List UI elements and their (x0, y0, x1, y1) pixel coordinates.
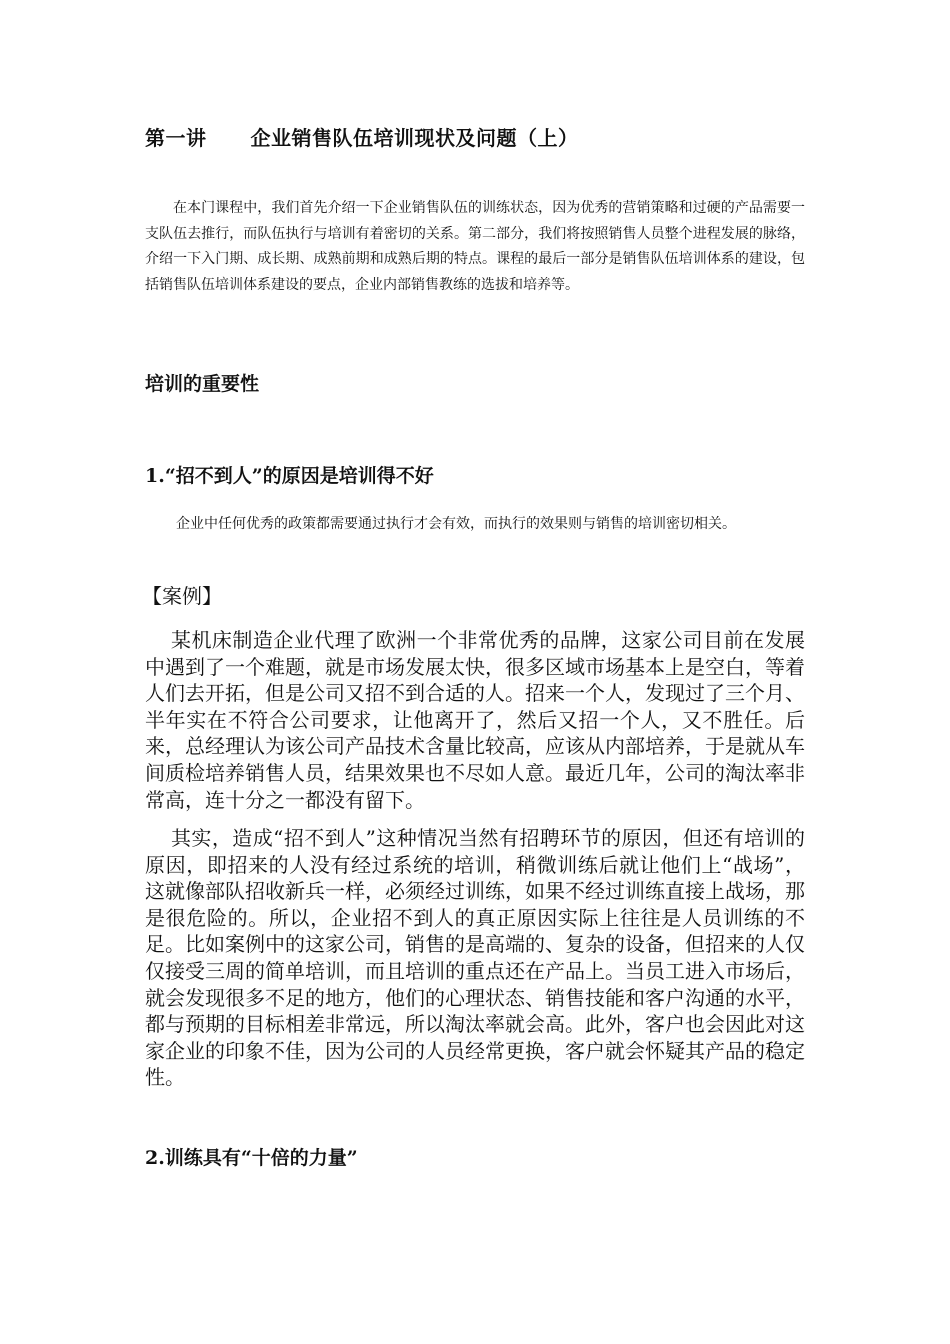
policy-paragraph: 企业中任何优秀的政策都需要通过执行才会有效，而执行的效果则与销售的培训密切相关。 (176, 516, 736, 532)
case-paragraph-1: 某机床制造企业代理了欧洲一个非常优秀的品牌，这家公司目前在发展中遇到了一个难题，就是市场发展太快，很多区域市场基本上是空白，等着人们去开拓，但是公司又招不到合适的人。招来一个人，发现过了三个月、半年实在不符合公司要求，让他离开了，然后又招一个人，又不胜任。后来，总经理认为该公司产品技术含量比较高，应该从内部培养，于是就从车间质检培养销售人员，结果效果也不尽如人意。最近几年，公司的淘汰率非常高，连十分之一都没有留下。 (145, 628, 805, 812)
subheading-2: 2.训练具有“十倍的力量” (145, 1147, 358, 1169)
subheading-1: 1.“招不到人”的原因是培训得不好 (145, 465, 434, 487)
lecture-title: 企业销售队伍培训现状及问题（上） (250, 126, 579, 150)
section-heading-importance: 培训的重要性 (145, 373, 260, 395)
lecture-number: 第一讲 (145, 126, 207, 150)
case-paragraph-2: 其实，造成“招不到人”这种情况当然有招聘环节的原因，但还有培训的原因，即招来的人没有经过系统的培训，稍微训练后就让他们上“战场”，这就像部队招收新兵一样，必须经过训练，如果不经过训练直接上战场，那是很危险的。所以，企业招不到人的真正原因实际上往往是人员训练的不足。比如案例中的这家公司，销售的是高端的、复杂的设备，但招来的人仅仅接受三周的简单培训，而且培训的重点还在产品上。当员工进入市场后，就会发现很多不足的地方，他们的心理状态、销售技能和客户沟通的水平，都与预期的目标相差非常远，所以淘汰率就会高。此外，客户也会因此对这家企业的印象不佳，因为公司的人员经常更换，客户就会怀疑其产品的稳定性。 (145, 826, 805, 1090)
intro-paragraph: 在本门课程中，我们首先介绍一下企业销售队伍的训练状态，因为优秀的营销策略和过硬的产品需要一支队伍去推行，而队伍执行与培训有着密切的关系。第二部分，我们将按照销售人员整个进程发展的脉络，介绍一下入门期、成长期、成熟前期和成熟后期的特点。课程的最后一部分是销售队伍培训体系的建设，包括销售队伍培训体系建设的要点，企业内部销售教练的选拔和培养等。 (145, 200, 805, 293)
case-label: 【案例】 (142, 584, 222, 608)
page-title (145, 124, 579, 152)
